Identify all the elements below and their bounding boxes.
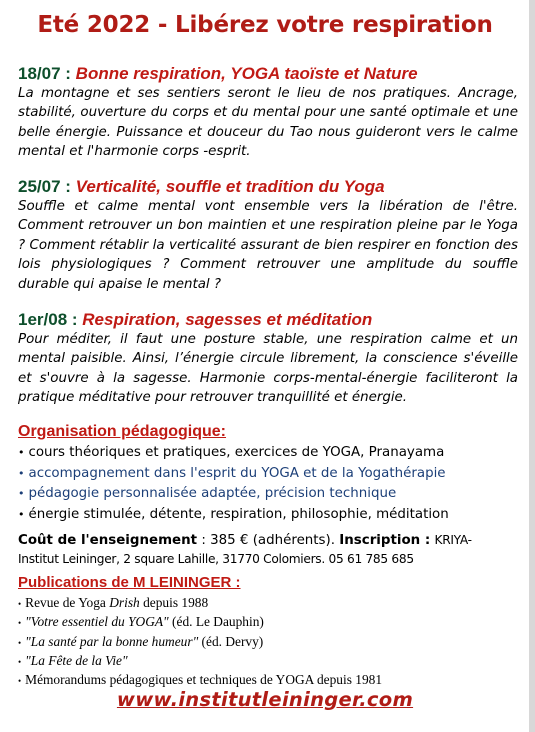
page-edge bbox=[529, 0, 535, 732]
bullet-icon: • bbox=[18, 507, 25, 521]
section-heading bbox=[18, 310, 518, 330]
page-title: Eté 2022 - Libérez votre respiration bbox=[37, 12, 493, 38]
section-topic: Bonne respiration, YOGA taoïste et Nature bbox=[75, 64, 418, 83]
section-body: La montagne et ses sentiers seront le lieu de nos pratiques. Ancrage, stabilité, ouverture du corps et du mental pour une santé optimale et une belle énergie. Puissance et douceur du Tao nous guideront vers le calme mental et l'harmonie corps -esprit. bbox=[18, 86, 518, 160]
section-0108 bbox=[18, 310, 518, 408]
bullet-icon: • bbox=[18, 618, 22, 629]
pub-text: Revue de Yoga bbox=[25, 595, 110, 610]
publications-heading: Publications de M LEININGER : bbox=[18, 574, 241, 591]
section-heading bbox=[18, 177, 518, 197]
bullet-icon: • bbox=[18, 599, 22, 609]
section-date: 25/07 : bbox=[18, 177, 71, 196]
website-link[interactable]: www.institutleininger.com bbox=[116, 688, 414, 711]
cost-label: Coût de l'enseignement bbox=[18, 533, 198, 548]
list-item bbox=[18, 594, 518, 613]
publications-list bbox=[18, 594, 518, 690]
bullet-icon: • bbox=[18, 656, 22, 667]
section-date: 1er/08 : bbox=[18, 310, 78, 329]
section-2507 bbox=[18, 177, 518, 294]
bullet-icon: • bbox=[18, 487, 25, 500]
list-item-text: accompagnement dans l'esprit du YOGA et de la Yogathérapie bbox=[28, 465, 446, 481]
cost-info bbox=[18, 531, 518, 569]
cost-line-1 bbox=[18, 531, 518, 550]
list-item bbox=[18, 464, 518, 485]
section-topic: Respiration, sagesses et méditation bbox=[82, 310, 373, 329]
bullet-icon: • bbox=[18, 676, 22, 687]
list-item bbox=[18, 613, 518, 632]
pub-title: "La Fête de la Vie" bbox=[25, 652, 128, 668]
pub-title: "La santé par la bonne humeur" bbox=[25, 633, 199, 649]
bullet-icon: • bbox=[18, 446, 25, 459]
address-part-1: KRIYA- bbox=[434, 533, 472, 547]
inscription-label: Inscription : bbox=[339, 533, 431, 548]
cost-value: : 385 € (adhérents). bbox=[201, 533, 336, 548]
pub-text: (éd. Dervy) bbox=[198, 633, 264, 649]
pub-title: Drish bbox=[109, 595, 140, 610]
list-item-text: cours théoriques et pratiques, exercices de YOGA, Pranayama bbox=[28, 445, 445, 460]
section-body: Souffle et calme mental vont ensemble vers la libération de l'être. Comment retrouver un bon maintien et une respiration pleine par le Yoga ? Comment rétablir la verticalité assurant de bien respirer en fonction des lois physiologiques ? Comment retrouver une amplitude du souffle durable qui apaise le mental ? bbox=[18, 199, 518, 292]
section-body: Pour méditer, il faut une posture stable, une respiration calme et un mental paisible. Ainsi, l’énergie circule librement, la conscience s'éveille et s'ouvre à la sagesse. Harmonie corps-mental-énergie faciliteront la pratique méditative pour retrouver tranquillité et énergie. bbox=[18, 332, 518, 406]
pub-text: Mémorandums pédagogiques et techniques de YOGA depuis 1981 bbox=[25, 672, 383, 688]
section-date: 18/07 : bbox=[18, 64, 71, 83]
list-item bbox=[18, 443, 518, 464]
section-heading bbox=[18, 64, 518, 84]
pub-title: "Votre essentiel du YOGA" bbox=[25, 614, 169, 630]
organisation-list bbox=[18, 443, 518, 525]
list-item bbox=[18, 633, 518, 652]
pub-text: depuis 1988 bbox=[139, 595, 209, 610]
list-item bbox=[18, 505, 518, 526]
list-item-text: énergie stimulée, détente, respiration, philosophie, méditation bbox=[28, 506, 449, 522]
bullet-icon: • bbox=[18, 637, 22, 648]
list-item-text: pédagogie personnalisée adaptée, précision technique bbox=[28, 486, 397, 501]
bullet-icon: • bbox=[18, 466, 25, 480]
organisation-heading: Organisation pédagogique: bbox=[18, 423, 227, 440]
address-part-2: Institut Leininger, 2 square Lahille, 31770 Colomiers. 05 61 785 685 bbox=[18, 552, 414, 566]
list-item bbox=[18, 484, 518, 505]
list-item bbox=[18, 652, 518, 671]
pub-text: (éd. Le Dauphin) bbox=[168, 614, 264, 630]
section-1807 bbox=[18, 64, 518, 162]
section-topic: Verticalité, souffle et tradition du Yoga bbox=[75, 177, 385, 196]
